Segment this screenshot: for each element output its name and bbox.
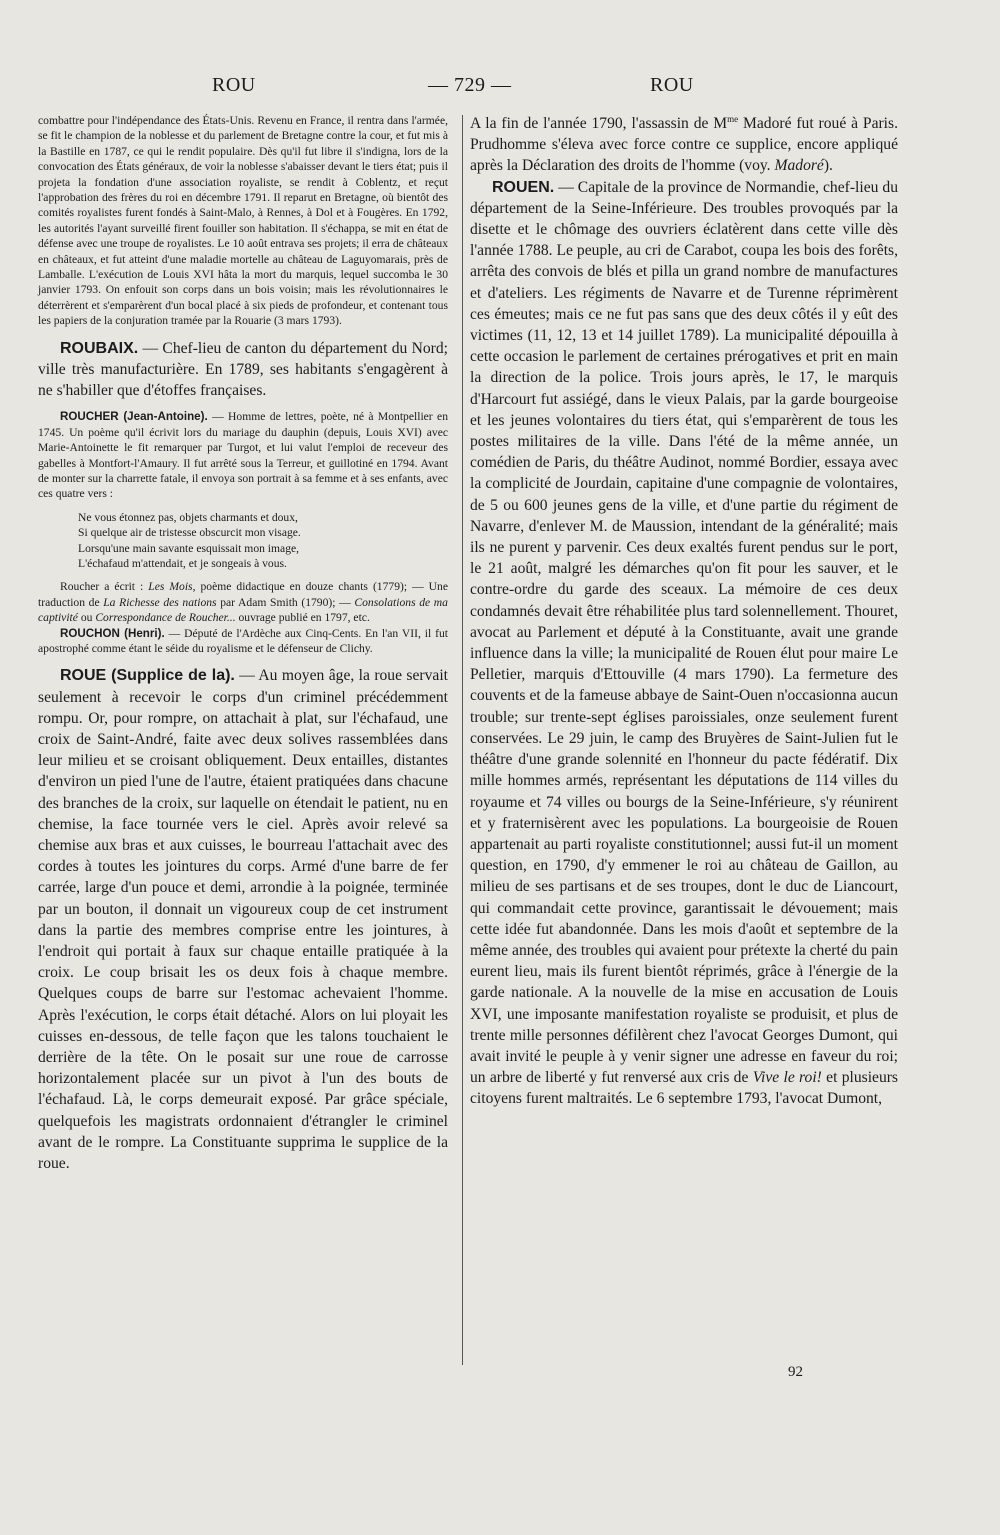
work-title: Consolations de ma captivité [38,595,448,625]
column-rule [462,115,463,1365]
work-title: Les Mois [148,580,193,594]
works-text: ouvrage publié en 1797, etc. [235,611,370,625]
headword-rouchon: ROUCHON (Henri). [60,626,165,640]
roucher-verse [78,510,448,572]
works-text: ou [77,611,96,625]
header-left: ROU [212,74,256,96]
entry-rouen-text: — Capitale de la province de Normandie, chef-lieu du département de la Seine-Inférieure. Des troubles provoqués par la disette et le chômage des ouvriers éclatèrent dans cette ville dès l'année 1788. Le peuple, au cri de Carabot, coupa les bois des forêts, arrêta des convois de blés et pilla un grand nombre de manufactures et d'ateliers. Les régiments de Navarre et de Turenne réprimèrent ces émeutes; mais ce ne fut pas sans que des deux côtés il y eût des victimes (11, 12, 13 et 14 juillet 1789). La municipalité dépouilla à cette occasion le parlement de certaines prérogatives et prit en main la direction de la police. Trois jours après, le 17, le marquis d'Harcourt fut assiégé, dans le vieux Palais, par la garde bourgeoise et les jeunes volontaires du tiers état, qui s'emparèrent de tous les postes militaires de la ville. Dans l'été de la même année, un comédien de Paris, du théâtre Audinot, nommé Bordier, essaya avec la complicité de Jourdain, capitaine d'une compagnie de volontaires, de 5 ou 600 jeunes gens de la ville, et d'une partie du régiment de Navarre, d'enlever M. de Maussion, intendant de la généralité; mais ils ne purent y parvenir. Ces deux exaltés furent pendus sur le port, le 21 août, malgré les démarches qu'on fit pour les sauver, et le contre-ordre du garde des sceaux. La mémoire de ces deux condamnés devait être réhabilitée plus tard solennellement. Thouret, avocat au Parlement et député à la Constituante, avait une grande influence dans la ville; la municipalité de Rouen élut pour maire Le Pelletier, marquis d'Ettouville (4 mars 1790). La fermeture des couvents et de la fameuse abbaye de Saint-Ouen n'occasionna aucun trouble; sur trente-sept églises paroissiales, onze seulement furent conservées. Le 29 juin, le camp des Bruyères de Saint-Julien fut le théâtre d'une grande solennité en l'honneur du pacte fédératif. Dix mille hommes armés, représentant les députations de 114 villes du royaume et 74 villes ou bourgs de la Seine-Inférieure, s'y réunirent et y fraternisèrent avec les populations. La bourgeoisie de Rouen appartenait au parti royaliste constitutionnel; aussi fut-il un moment question, en 1790, d'y emmener le roi au château de Gaillon, au milieu de ses partisans et de ses troupes, dont le duc de Liancourt, qui commandait cette province, garantissait le dévouement; mais cette idée fut abandonnée. Dans les mois d'août et septembre de la même année, des troubles qui avaient pour prétexte la cherté du pain eurent lieu, mais ils furent bientôt réprimés, grâce à l'énergie de la garde nationale. A la nouvelle de la mise en accusation de Louis XVI, une imposante manifestation royaliste se produisit, et plus de trente mille personnes défilèrent chez l'avocat Georges Dumont, qui avait invité le peuple à y venir signer une adresse en faveur du roi; un arbre de liberté y fut renversé aux cris de [470,178,898,1087]
page-number: — 729 — [428,74,512,96]
headword-roubaix: ROUBAIX. [60,339,139,357]
verse-line: Ne vous étonnez pas, objets charmants et doux, [78,510,298,524]
quoted-cry: Vive le roi! [752,1069,822,1087]
roucher-works [38,579,448,625]
verse-line: Lorsqu'une main savante esquissait mon image, [78,541,300,555]
header-right: ROU [650,74,694,96]
entry-roubaix-text: — Chef-lieu de canton du département du Nord; ville très manufacturière. En 1789, ses habitants s'engagèrent à ne s'habiller que d'étoffes françaises. [38,339,448,400]
paragraph-text: ). [823,157,833,175]
cross-reference: Madoré [774,157,824,175]
superscript: me [727,113,739,124]
signature-mark: 92 [788,1364,803,1380]
left-column [38,113,448,1174]
entry-rouchon-text: — Député de l'Ardèche aux Cinq-Cents. En l'an VII, il fut apostrophé comme étant le séide du royalisme et le défenseur de Clichy. [38,626,448,655]
works-text: Roucher a écrit : [60,580,149,594]
entry-roubaix [38,338,448,402]
verse-line: L'échafaud m'attendait, et je songeais à vous. [78,556,287,570]
headword-roucher: ROUCHER (Jean-Antoine). [60,410,208,424]
entry-roucher-text: — Homme de lettres, poète, né à Montpellier en 1745. Un poème qu'il écrivit lors du mariage du dauphin (depuis, Louis XVI) avec Marie-Antoinette le fit remarquer par Turgot, et lui valut l'emploi de receveur des gabelles à Montfort-l'Amaury. Il fut arrêté sous la Terreur, et guillotiné en 1794. Avant de monter sur la charrette fatale, il envoya son portrait à sa femme et à ses enfants, avec ces quatre vers : [38,410,448,501]
headword-rouen: ROUEN. [492,178,555,196]
work-title: Correspondance de Roucher... [95,611,236,625]
entry-roucher [38,409,448,501]
paragraph-text: Madoré fut roué à Paris. Prudhomme s'éleva avec force contre ce supplice, encore appliqué après la Déclaration des droits de l'homme (voy. [470,115,898,175]
paragraph-text: A la fin de l'année 1790, l'assassin de M [470,115,728,132]
works-text: par Adam Smith (1790); — [216,595,355,609]
entry-rouchon [38,626,448,657]
entry-roue [38,665,448,1174]
roue-continuation [470,113,898,177]
entry-rouen-text: et plusieurs citoyens furent maltraités. Le 6 septembre 1793, l'avocat Dumont, [470,1069,899,1108]
work-title: La Richesse des nations [103,595,217,609]
running-header [0,74,1000,104]
rouarie-continuation: combattre pour l'indépendance des États-Unis. Revenu en France, il rentra dans l'armée, se fit le champion de la noblesse et du parlement de Bretagne contre la cour, et fut mis à la Bastille en 1787, ce qui le rendit populaire. Dès qu'il fut libre il s'indigna, lors de la convocation des États généraux, de voir la noblesse s'abaisser devant le tiers état; puis il projeta la fondation d'une association royaliste, se rendit à Coblentz, et reçut l'approbation des frères du roi en décembre 1791. Il reparut en Bretagne, où bientôt des comités royalistes furent fondés à Saint-Malo, à Rennes, à Dol et à Fougères. En 1792, les autorités l'ayant surveillé firent fouiller son habitation. Il s'échappa, se mit en état de défense avec une troupe de royalistes. Le 10 août entrava ses projets; il erra de châteaux en châteaux, et fut atteint d'une maladie mortelle au château de Laguyomarais, près de Lamballe. L'exécution de Louis XVI hâta la mort du marquis, lequel succomba le 30 janvier 1793. On enfouit son corps dans un bois voisin; mais les révolutionnaires le déterrèrent et s'emparèrent d'un bocal placé à six pieds de profondeur, et contenant tous les papiers de la conjuration tramée par la Rouarie (3 mars 1793). [38,114,448,328]
entry-roue-text: — Au moyen âge, la roue servait seulement à recevoir le corps d'un criminel précédemment rompu. Or, pour rompre, on attachait à plat, sur l'échafaud, une croix de Saint-André, faite avec deux solives rassemblées dans leur milieu et se croisant obliquement. Deux entailles, distantes d'environ un pied l'une de l'autre, étaient pratiquées dans chacune des branches de la croix, sur laquelle on étendait le patient, nu en chemise, la face tournée vers le ciel. Après avoir relevé sa chemise aux bras et aux cuisses, le bourreau l'attachait avec des cordes à toutes les jointures du corps. Armé d'une barre de fer carrée, large d'un pouce et demi, arrondie à la poignée, terminée par un bouton, il donnait un vigoureux coup de cet instrument dans la partie des membres comprise entre les jointures, à l'endroit qui portait à faux sur chaque entaille pratiquée à la croix. Le coup brisait les os deux fois à chaque membre. Quelques coups de barre sur l'estomac achevaient l'homme. Après l'exécution, le corps était détaché. Alors on lui ployait les cuisses en-dessous, de telle façon que les talons touchaient le derrière de la tête. On le posait sur une roue de carrosse horizontalement placée sur un pivot à l'un des bouts de l'échafaud. Là, le corps demeurait exposé. Par grâce spéciale, quelquefois les magistrats ordonnaient d'étrangler le criminel avant de le rompre. La Constituante supprima le supplice de la roue. [38,667,448,1173]
verse-line: Si quelque air de tristesse obscurcit mon visage. [78,526,301,540]
headword-roue: ROUE (Supplice de la). [60,667,235,685]
works-text: , poème didactique en douze chants (1779); — Une traduction de [38,580,448,609]
right-column [470,113,898,1110]
entry-rouen [470,177,898,1110]
